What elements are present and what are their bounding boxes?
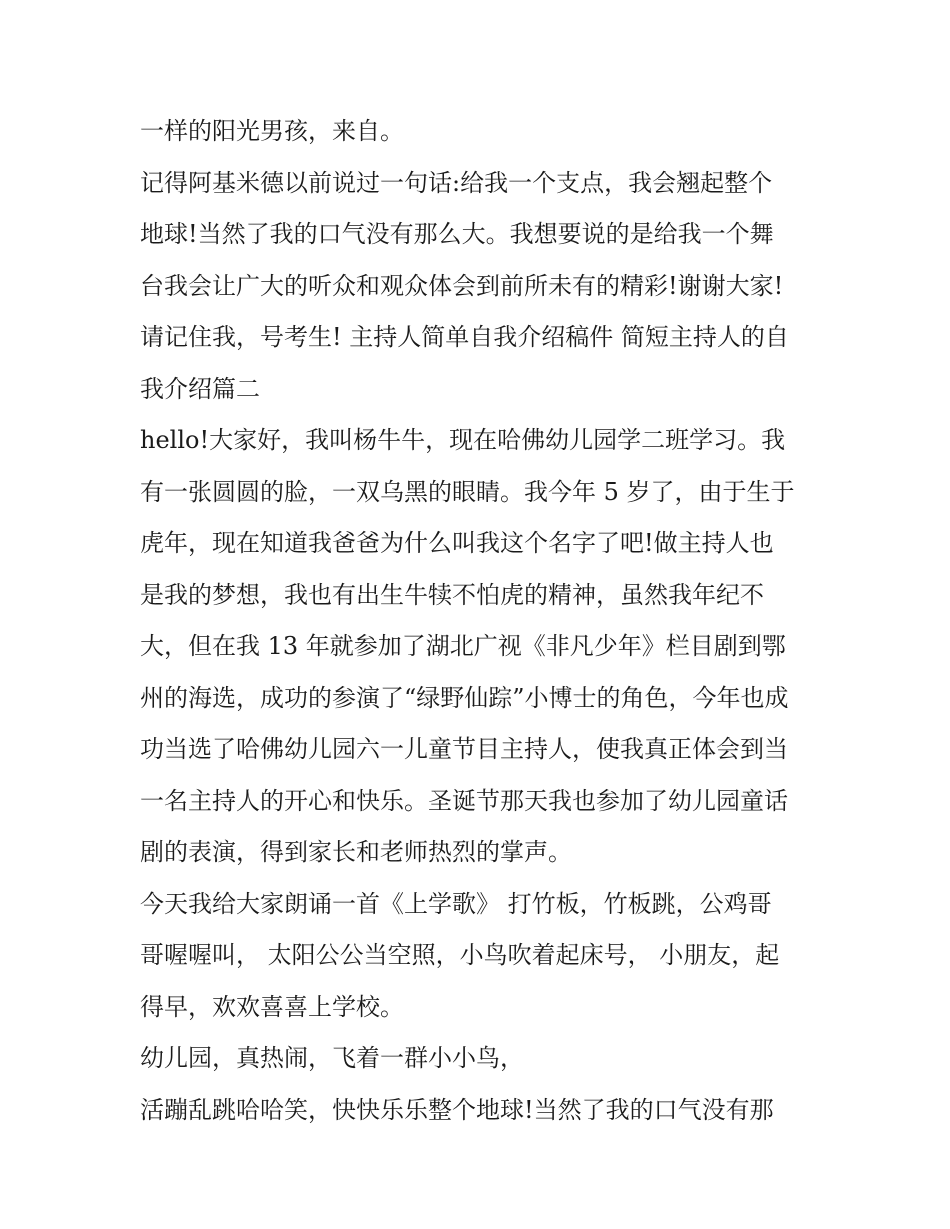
document-body: [140, 106, 820, 1136]
text-line: 哥喔喔叫， 太阳公公当空照，小鸟吹着起床号， 小朋友，起: [140, 941, 780, 969]
text-line: 幼儿园，真热闹，飞着一群小小鸟，: [140, 1044, 524, 1072]
text-line: 台我会让广大的听众和观众体会到前所未有的精彩!谢谢大家!: [140, 271, 784, 300]
text-line: 我介绍篇二: [140, 374, 260, 403]
text-line: 州的海选，成功的参演了“绿野仙踪”小博士的角色，今年也成: [140, 683, 789, 712]
text-line: 今天我给大家朗诵一首《上学歌》 打竹板，竹板跳，公鸡哥: [140, 889, 772, 918]
text-line: 一样的阳光男孩，来自。: [140, 117, 404, 145]
text-line: 活蹦乱跳哈哈笑，快快乐乐整个地球!当然了我的口气没有那: [140, 1095, 774, 1124]
text-line: 有一张圆圆的脸，一双乌黑的眼睛。我今年 5 岁了，由于生于: [140, 477, 795, 506]
text-line: 记得阿基米德以前说过一句话:给我一个支点，我会翘起整个: [140, 168, 773, 197]
text-line: 剧的表演，得到家长和老师热烈的掌声。: [140, 838, 572, 866]
text-line: 功当选了哈佛幼儿园六一儿童节目主持人，使我真正体会到当: [140, 735, 788, 763]
text-line: 请记住我，号考生! 主持人简单自我介绍稿件 简短主持人的自: [140, 323, 789, 351]
text-line: 地球!当然了我的口气没有那么大。我想要说的是给我一个舞: [140, 220, 774, 248]
text-line: 大，但在我 13 年就参加了湖北广视《非凡少年》栏目剧到鄂: [140, 632, 786, 660]
text-line: hello!大家好，我叫杨牛牛，现在哈佛幼儿园学二班学习。我: [140, 426, 786, 454]
text-line: 一名主持人的开心和快乐。圣诞节那天我也参加了幼儿园童话: [140, 786, 788, 815]
text-line: 是我的梦想，我也有出生牛犊不怕虎的精神，虽然我年纪不: [140, 580, 764, 609]
text-line: 虎年，现在知道我爸爸为什么叫我这个名字了吧!做主持人也: [140, 529, 774, 557]
text-line: 得早，欢欢喜喜上学校。: [140, 992, 404, 1021]
